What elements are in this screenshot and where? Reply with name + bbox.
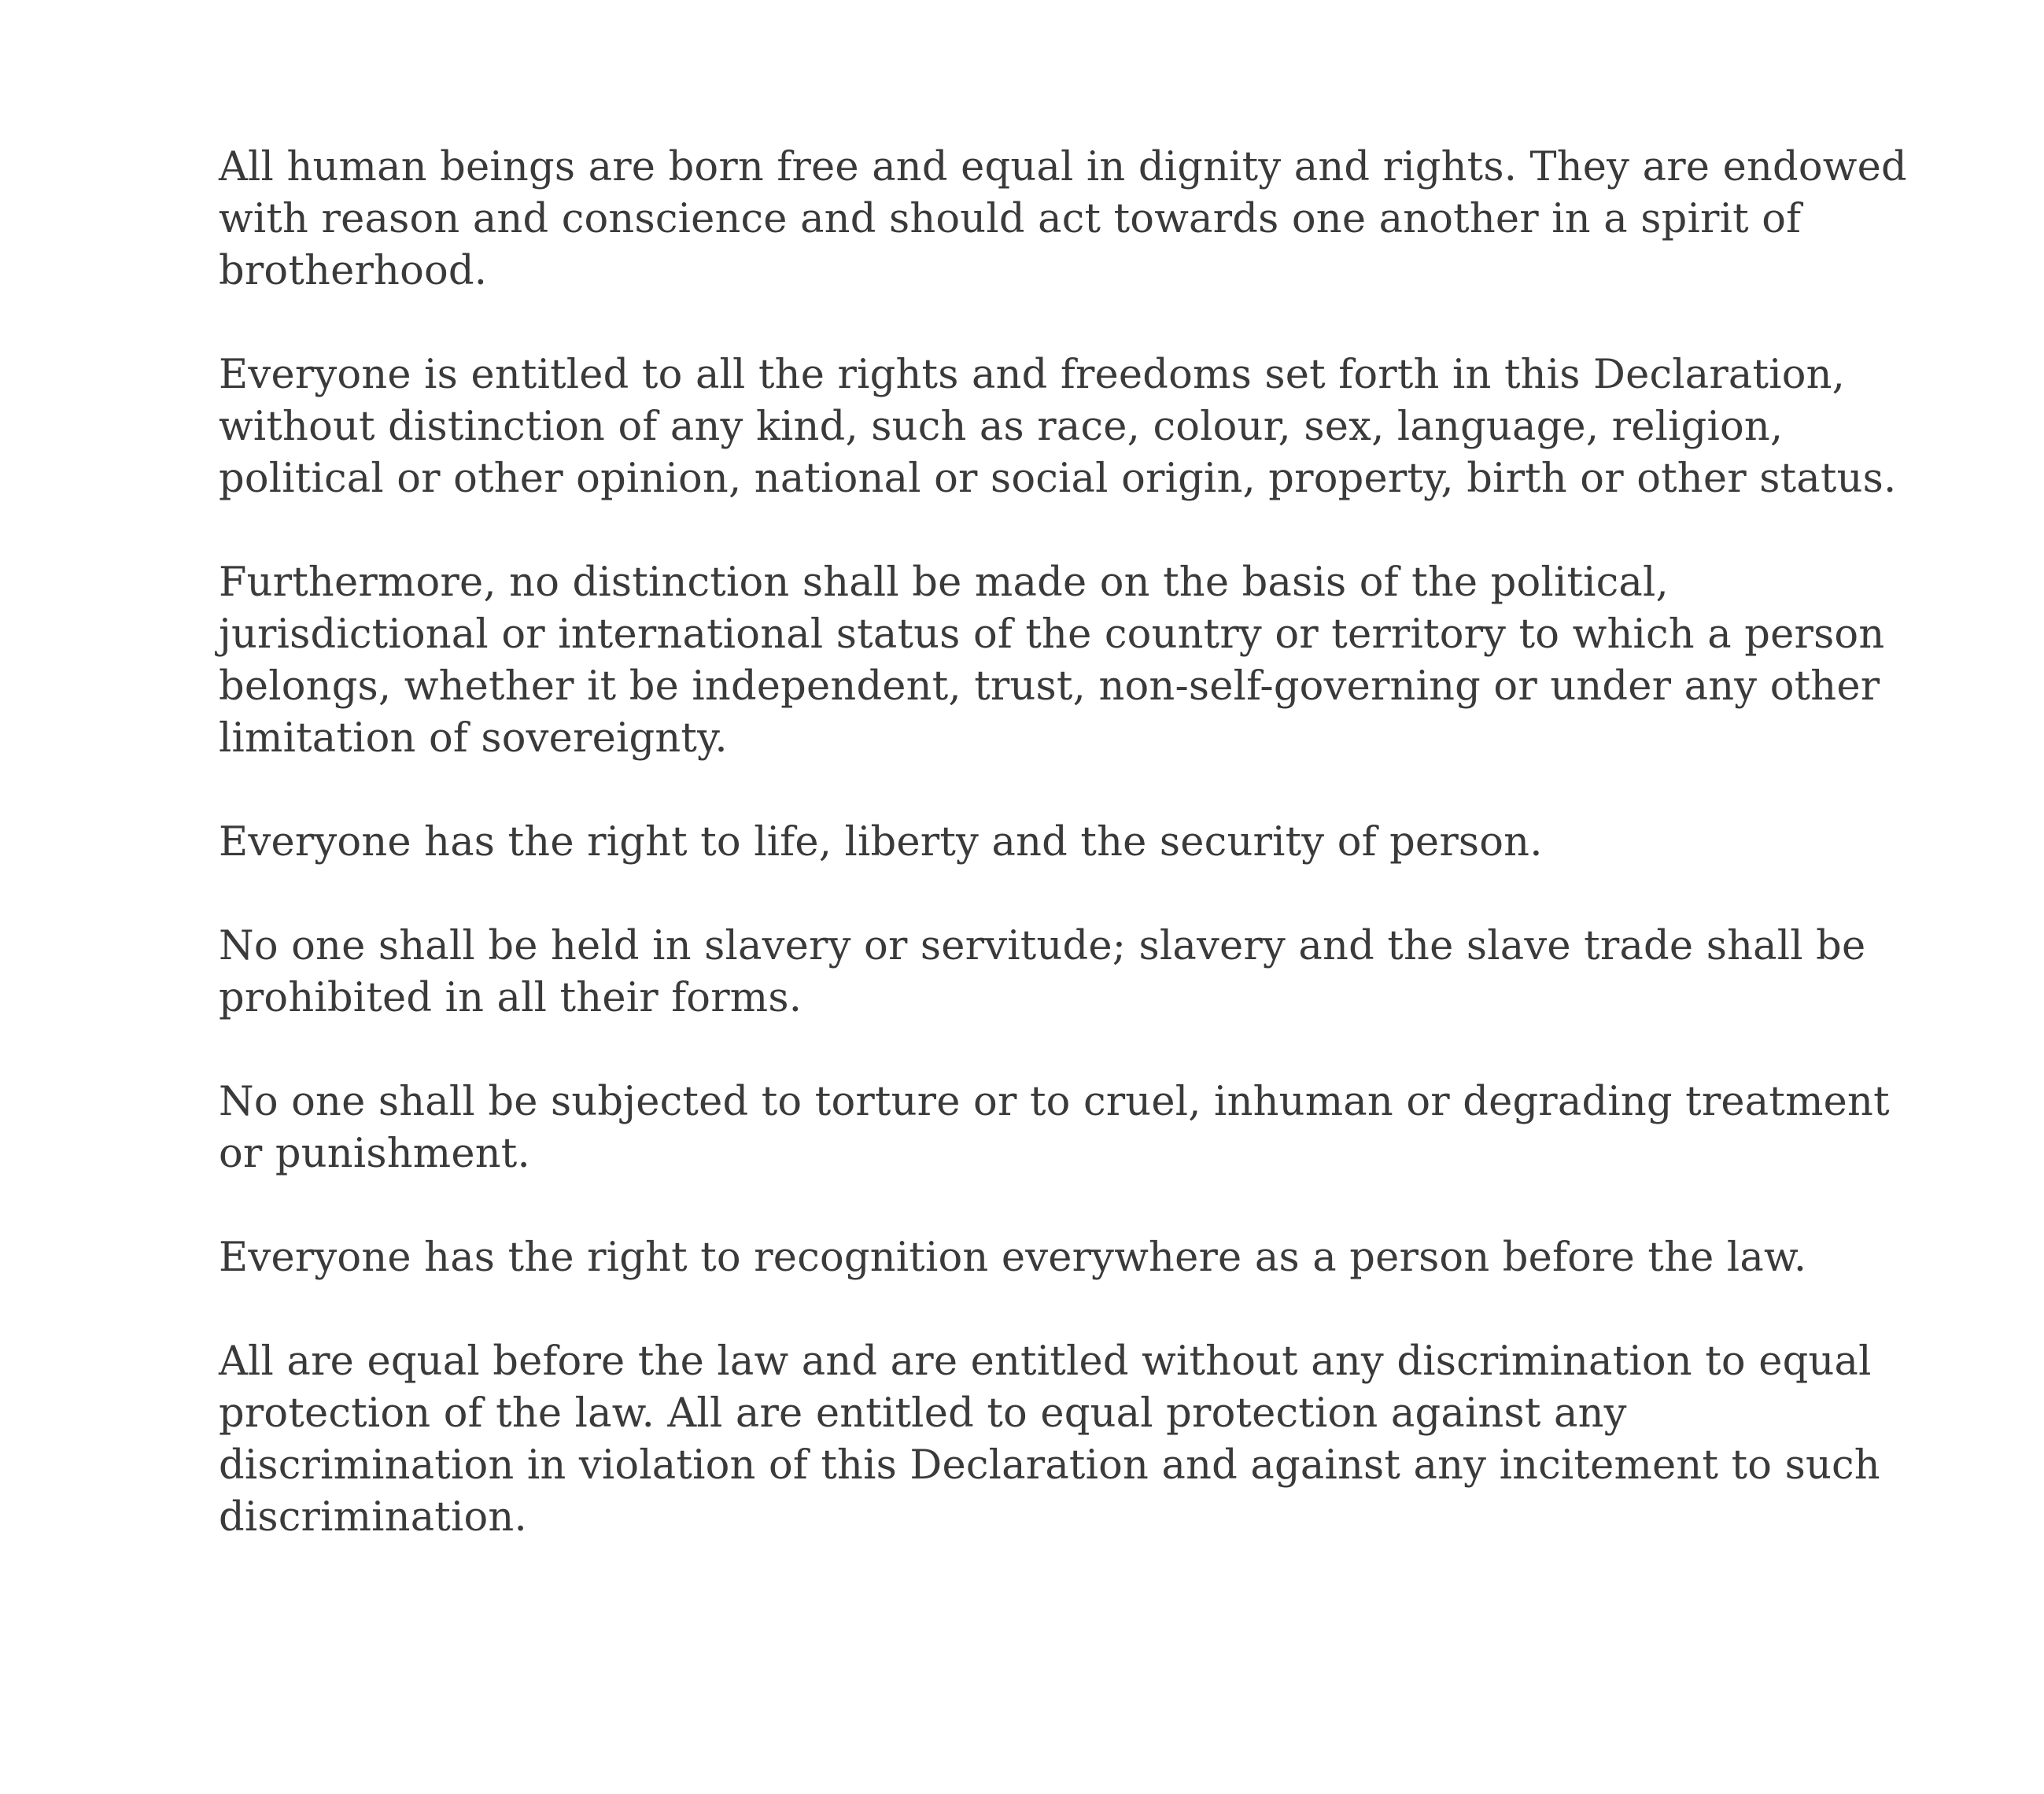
paragraph: All human beings are born free and equal in dignity and rights. They are endowed with reason and conscience and should act towards one another in a spirit of brotherhood.	[219, 144, 1907, 294]
paragraph: Everyone is entitled to all the rights and freedoms set forth in this Declaration, without distinction of any kind, such as race, colour, sex, language, religion, political or other opinion, national or social origin, property, birth or other status.	[219, 352, 1897, 502]
paragraph: No one shall be held in slavery or servitude; slavery and the slave trade shall be prohibited in all their forms.	[219, 923, 1866, 1021]
paragraph: Everyone has the right to life, liberty and the security of person.	[219, 819, 1543, 866]
paragraph: Furthermore, no distinction shall be made on the basis of the political, jurisdictional or international status of the country or territory to which a person belongs, whether it be independent, trust, non-self-governing or under any other limitation of sovereignty.	[219, 559, 1885, 762]
paragraph: Everyone has the right to recognition everywhere as a person before the law.	[219, 1235, 1807, 1281]
paragraph: All are equal before the law and are entitled without any discrimination to equal protection of the law. All are entitled to equal protection against any discrimination in violation of this Declaration and against any incitement to such discrimination.	[219, 1338, 1880, 1541]
paragraph: No one shall be subjected to torture or to cruel, inhuman or degrading treatment or punishment.	[219, 1079, 1890, 1177]
document-body	[219, 142, 1918, 1544]
